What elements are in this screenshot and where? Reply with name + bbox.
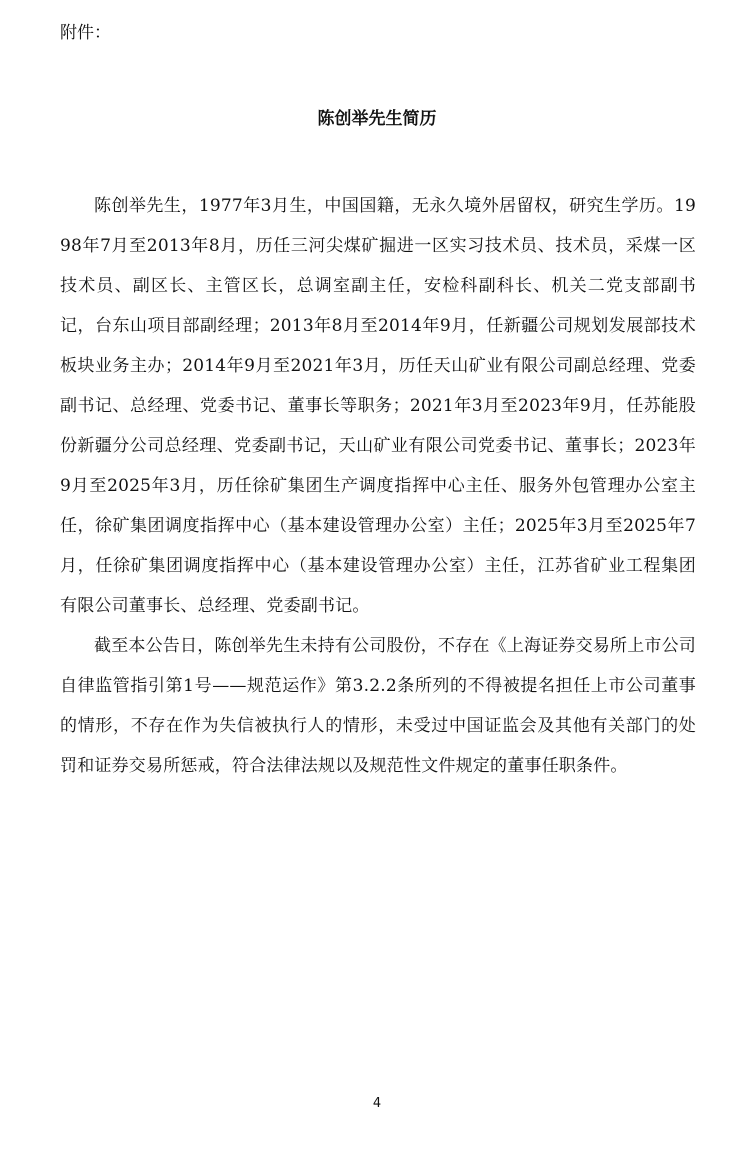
attachment-label: 附件：: [60, 23, 111, 43]
paragraph-career-history: 陈创举先生，1977年3月生，中国国籍，无永久境外居留权，研究生学历。1998年7月至2013年8月，历任三河尖煤矿掘进一区实习技术员、技术员，采煤一区技术员、副区长、主管区长，总调室副主任，安检科副科长、机关二党支部副书记，台东山项目部副经理；2013年8月至2014年9月，任新疆公司规划发展部技术板块业务主办；2014年9月至2021年3月，历任天山矿业有限公司副总经理、党委副书记、总经理、党委书记、董事长等职务；2021年3月至2023年9月，任苏能股份新疆分公司总经理、党委副书记，天山矿业有限公司党委书记、董事长；2023年9月至2025年3月，历任徐矿集团生产调度指挥中心主任、服务外包管理办公室主任，徐矿集团调度指挥中心（基本建设管理办公室）主任；2025年3月至2025年7月，任徐矿集团调度指挥中心（基本建设管理办公室）主任，江苏省矿业工程集团有限公司董事长、总经理、党委副书记。: [60, 196, 696, 616]
resume-body: [60, 186, 696, 786]
page-title: 陈创举先生简历: [317, 109, 437, 129]
page-number: 4: [372, 1096, 382, 1111]
paragraph-qualification-statement: 截至本公告日，陈创举先生未持有公司股份，不存在《上海证券交易所上市公司自律监管指引第1号——规范运作》第3.2.2条所列的不得被提名担任上市公司董事的情形，不存在作为失信被执行人的情形，未受过中国证监会及其他有关部门的处罚和证券交易所惩戒，符合法律法规以及规范性文件规定的董事任职条件。: [60, 636, 696, 776]
